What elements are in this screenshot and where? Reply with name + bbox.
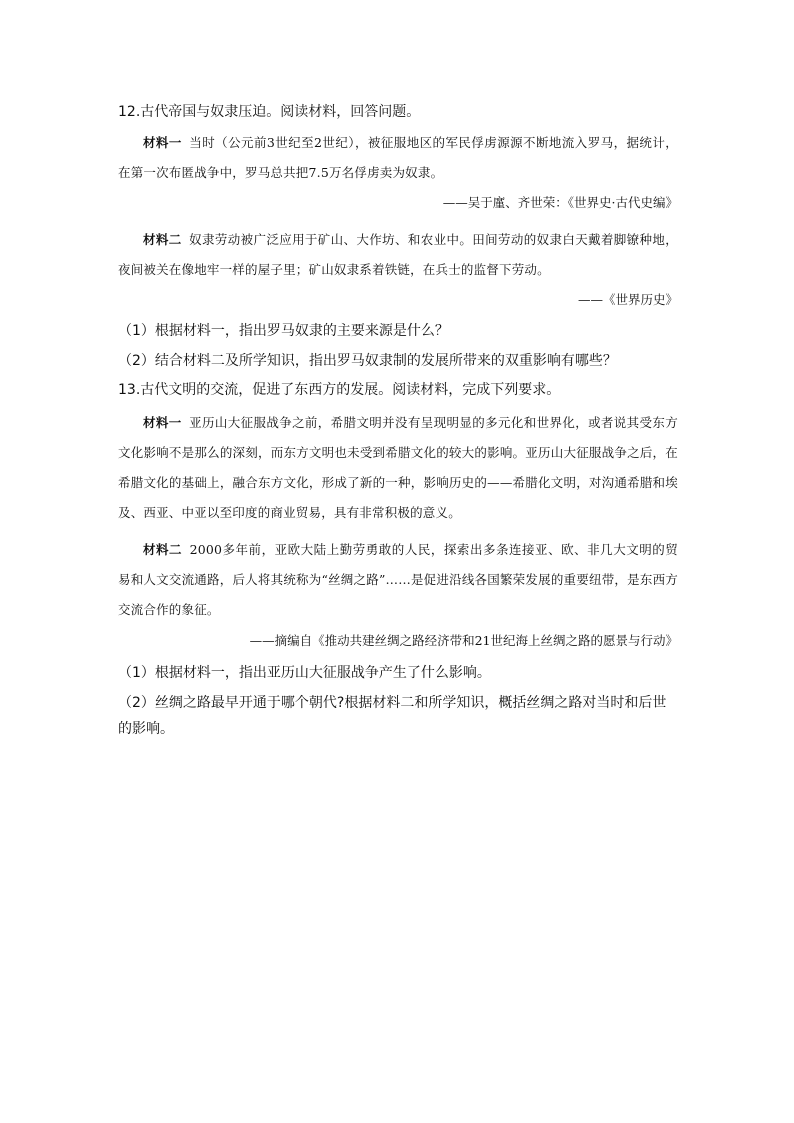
- q13-material-1: [118, 408, 678, 528]
- q13-material-2: [118, 535, 678, 625]
- q12-material-1-text: 当时（公元前3世纪至2世纪），被征服地区的军民俘虏源源不断地流入罗马，据统计，在第一次布匿战争中，罗马总共把7.5万名俘虏卖为奴隶。: [118, 135, 678, 180]
- q12-material-1: [118, 128, 678, 188]
- q12-material-1-source: ——吴于廑、齐世荣：《世界史·古代史编》: [442, 195, 678, 210]
- q13-material-1-text: 亚历山大征服战争之前，希腊文明并没有呈现明显的多元化和世界化，或者说其受东方文化影响不是那么的深刻，而东方文明也未受到希腊文化的较大的影响。亚历山大征服战争之后，在希腊文化的基础上，融合东方文化，形成了新的一种，影响历史的——希腊化文明，对沟通希腊和埃及、西亚、中亚以至印度的商业贸易，具有非常积极的意义。: [118, 415, 678, 520]
- question-12-title: 12.古代帝国与奴隶压迫。阅读材料，回答问题。: [118, 104, 421, 120]
- q12-sub-question-1: （1）根据材料一，指出罗马奴隶的主要来源是什么？: [118, 323, 449, 339]
- q12-sub-question-2: （2）结合材料二及所学知识，指出罗马奴隶制的发展所带来的双重影响有哪些？: [118, 353, 617, 369]
- q13-sub-question-1: （1）根据材料一，指出亚历山大征服战争产生了什么影响。: [118, 665, 491, 681]
- q13-sub-question-2: （2）丝绸之路最早开通于哪个朝代?根据材料二和所学知识，概括丝绸之路对当时和后世的影响。: [118, 695, 667, 737]
- q12-material-2: [118, 225, 678, 285]
- q12-material-2-source: ——《世界历史》: [577, 292, 678, 307]
- q12-material-2-label: 材料二: [143, 232, 182, 247]
- q12-material-1-label: 材料一: [143, 135, 182, 150]
- question-13-title: 13.古代文明的交流，促进了东西方的发展。阅读材料，完成下列要求。: [118, 382, 561, 398]
- q13-material-2-text: 2000多年前，亚欧大陆上勤劳勇敢的人民，探索出多条连接亚、欧、非几大文明的贸易和人文交流通路，后人将其统称为“丝绸之路”……是促进沿线各国繁荣发展的重要纽带，是东西方交流合作的象征。: [118, 542, 678, 617]
- q13-material-2-source: ——摘编自《推动共建丝绸之路经济带和21世纪海上丝绸之路的愿景与行动》: [249, 633, 678, 648]
- q12-material-2-text: 奴隶劳动被广泛应用于矿山、大作坊、和农业中。田间劳动的奴隶白天戴着脚镣种地，夜间被关在像地牢一样的屋子里；矿山奴隶系着铁链，在兵士的监督下劳动。: [118, 232, 678, 277]
- q13-material-2-label: 材料二: [143, 542, 183, 557]
- q13-material-1-label: 材料一: [143, 415, 182, 430]
